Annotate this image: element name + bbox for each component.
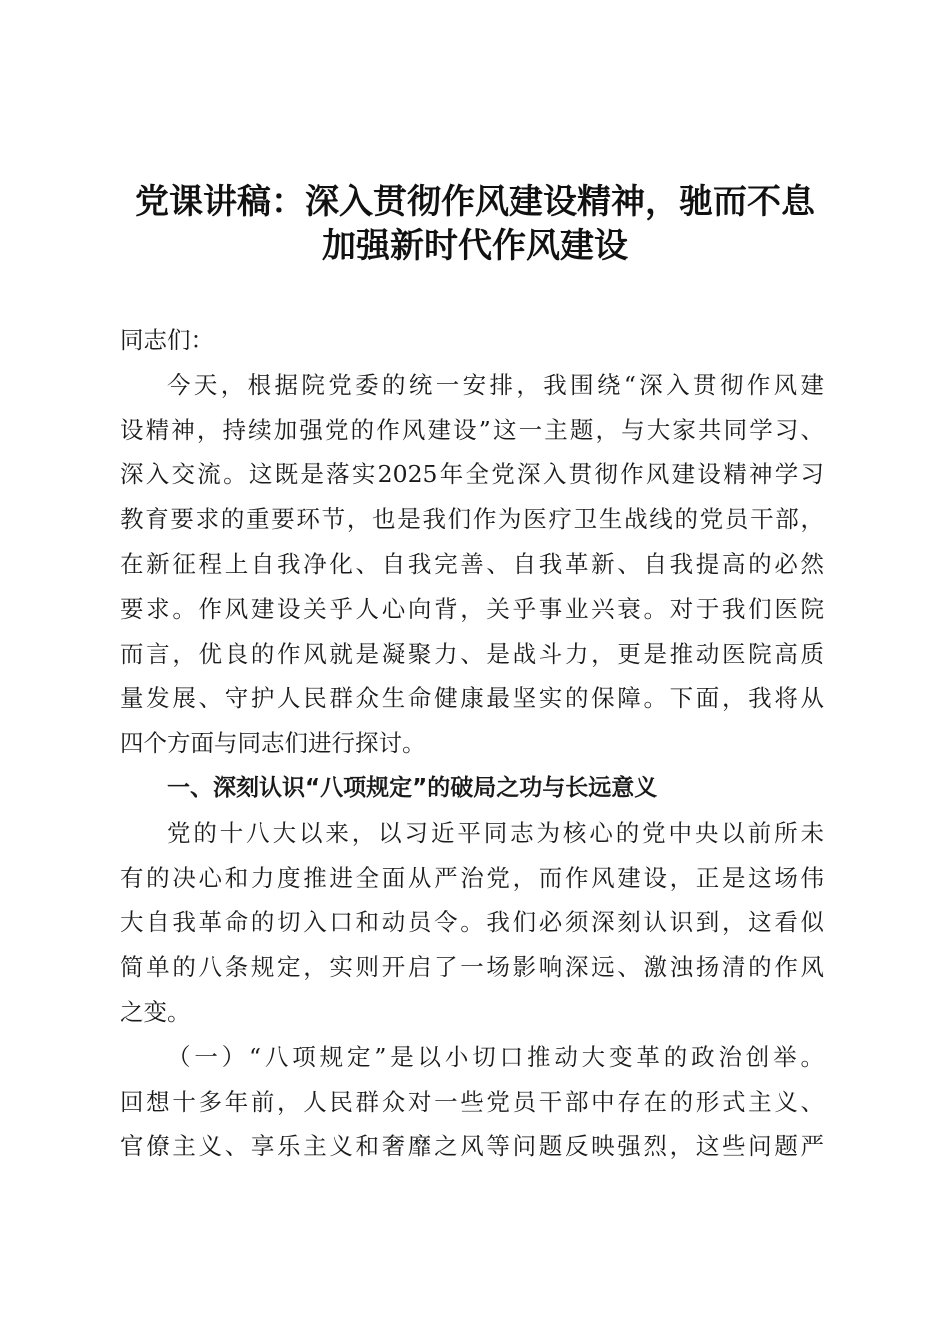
paragraph-line: 大自我革命的切入口和动员令。我们必须深刻认识到，这看似 (120, 908, 824, 937)
paragraph-line: 教育要求的重要环节，也是我们作为医疗卫生战线的党员干部， (120, 505, 824, 534)
paragraph-line: 官僚主义、享乐主义和奢靡之风等问题反映强烈，这些问题严 (120, 1132, 824, 1161)
subsection-heading: （一）“八项规定”是以小切口推动大变革的政治创举。 (167, 1042, 824, 1071)
paragraph-line: 有的决心和力度推进全面从严治党，而作风建设，正是这场伟 (120, 863, 824, 892)
document-title-line-1: 党课讲稿：深入贯彻作风建设精神，驰而不息 (135, 182, 815, 222)
paragraph-line: 而言，优良的作风就是凝聚力、是战斗力，更是推动医院高质 (120, 639, 824, 668)
paragraph-line: 简单的八条规定，实则开启了一场影响深远、激浊扬清的作风 (120, 953, 824, 982)
paragraph-line: 党的十八大以来，以习近平同志为核心的党中央以前所未 (167, 818, 824, 847)
salutation: 同志们： (120, 326, 214, 354)
paragraph-line: 量发展、守护人民群众生命健康最坚实的保障。下面，我将从 (120, 684, 824, 713)
paragraph-line: 深入交流。这既是落实2025年全党深入贯彻作风建设精神学习 (120, 460, 824, 489)
paragraph-line: 设精神，持续加强党的作风建设”这一主题，与大家共同学习、 (120, 415, 824, 444)
paragraph-line: 今天，根据院党委的统一安排，我围绕“深入贯彻作风建 (167, 370, 824, 399)
document-body (120, 318, 824, 1169)
paragraph-line: 在新征程上自我净化、自我完善、自我革新、自我提高的必然 (120, 549, 824, 578)
section-heading: 一、深刻认识“八项规定”的破局之功与长远意义 (167, 774, 658, 801)
document-title-line-2: 加强新时代作风建设 (322, 226, 628, 266)
paragraph-line: 回想十多年前，人民群众对一些党员干部中存在的形式主义、 (120, 1087, 824, 1116)
paragraph-line: 之变。 (120, 997, 191, 1026)
paragraph-line: 要求。作风建设关乎人心向背，关乎事业兴衰。对于我们医院 (120, 594, 824, 623)
paragraph-line: 四个方面与同志们进行探讨。 (120, 729, 426, 758)
